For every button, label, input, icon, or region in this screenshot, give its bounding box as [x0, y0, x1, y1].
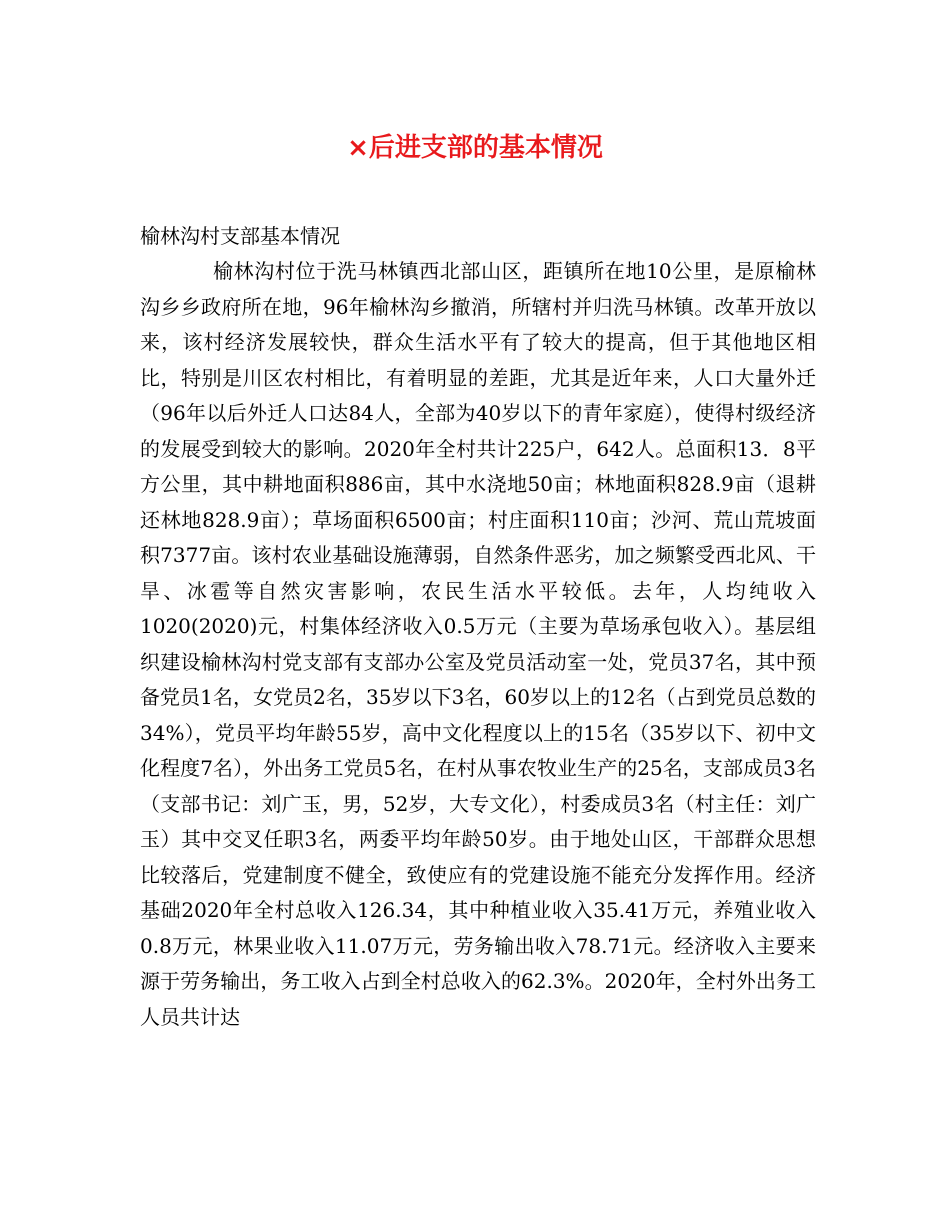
document-title: ×后进支部的基本情况: [347, 133, 603, 163]
section-heading: 榆林沟村支部基本情况: [140, 224, 340, 248]
body-paragraph: 榆林沟村位于洗马林镇西北部山区，距镇所在地10公里，是原榆林沟乡乡政府所在地，96年榆林沟乡撤消，所辖村并归洗马林镇。改革开放以来，该村经济发展较快，群众生活水平有了较大的提高，但于其他地区相比，特别是川区农村相比，有着明显的差距，尤其是近年来，人口大量外迁（96年以后外迁人口达84人，全部为40岁以下的青年家庭），使得村级经济的发展受到较大的影响。2020年全村共计225户，642人。总面积13．8平方公里，其中耕地面积886亩，其中水浇地50亩；林地面积828.9亩（退耕还林地828.9亩）；草场面积6500亩；村庄面积110亩；沙河、荒山荒坡面积7377亩。该村农业基础设施薄弱，自然条件恶劣，加之频繁受西北风、干旱、冰雹等自然灾害影响，农民生活水平较低。去年，人均纯收入1020(2020)元，村集体经济收入0.5万元（主要为草场承包收入）。基层组织建设榆林沟村党支部有支部办公室及党员活动室一处，党员37名，其中预备党员1名，女党员2名，35岁以下3名，60岁以上的12名（占到党员总数的34%），党员平均年龄55岁，高中文化程度以上的15名（35岁以下、初中文化程度7名），外出务工党员5名，在村从事农牧业生产的25名，支部成员3名（支部书记：刘广玉，男，52岁，大专文化），村委成员3名（村主任：刘广玉）其中交叉任职3名，两委平均年龄50岁。由于地处山区，干部群众思想比较落后，党建制度不健全，致使应有的党建设施不能充分发挥作用。经济基础2020年全村总收入126.34，其中种植业收入35.41万元，养殖业收入0.8万元，林果业收入11.07万元，劳务输出收入78.71元。经济收入主要来源于劳务输出，务工收入占到全村总收入的62.3%。2020年，全村外出务工人员共计达: [140, 259, 816, 1029]
